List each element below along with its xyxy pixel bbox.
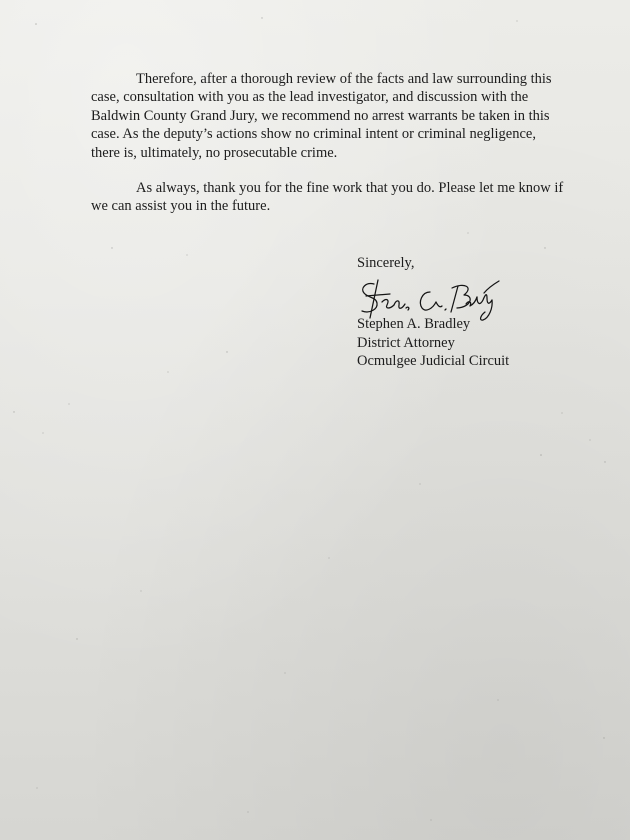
paragraph-line: Therefore, after a thorough review of the facts and law surrounding this xyxy=(136,71,552,87)
paragraph-line: case, consultation with you as the lead investigator, and discussion with the xyxy=(91,89,529,106)
paragraph-line: As always, thank you for the fine work that you do. Please let me know if xyxy=(136,180,564,196)
closing-salutation: Sincerely, xyxy=(357,255,415,271)
paragraph-line: Baldwin County Grand Jury, we recommend no arrest warrants be taken in this xyxy=(91,107,550,124)
signatory-name: Stephen A. Bradley xyxy=(357,316,471,332)
paragraph-line: we can assist you in the future. xyxy=(91,198,271,215)
paragraph-line: there is, ultimately, no prosecutable crime. xyxy=(91,144,338,161)
paragraph-thanks xyxy=(91,179,591,216)
signatory-organization: Ocmulgee Judicial Circuit xyxy=(357,353,510,369)
paragraph-conclusion xyxy=(91,70,591,162)
paragraph-line: case. As the deputy’s actions show no criminal intent or criminal negligence, xyxy=(91,126,536,143)
signatory-title: District Attorney xyxy=(357,334,455,351)
